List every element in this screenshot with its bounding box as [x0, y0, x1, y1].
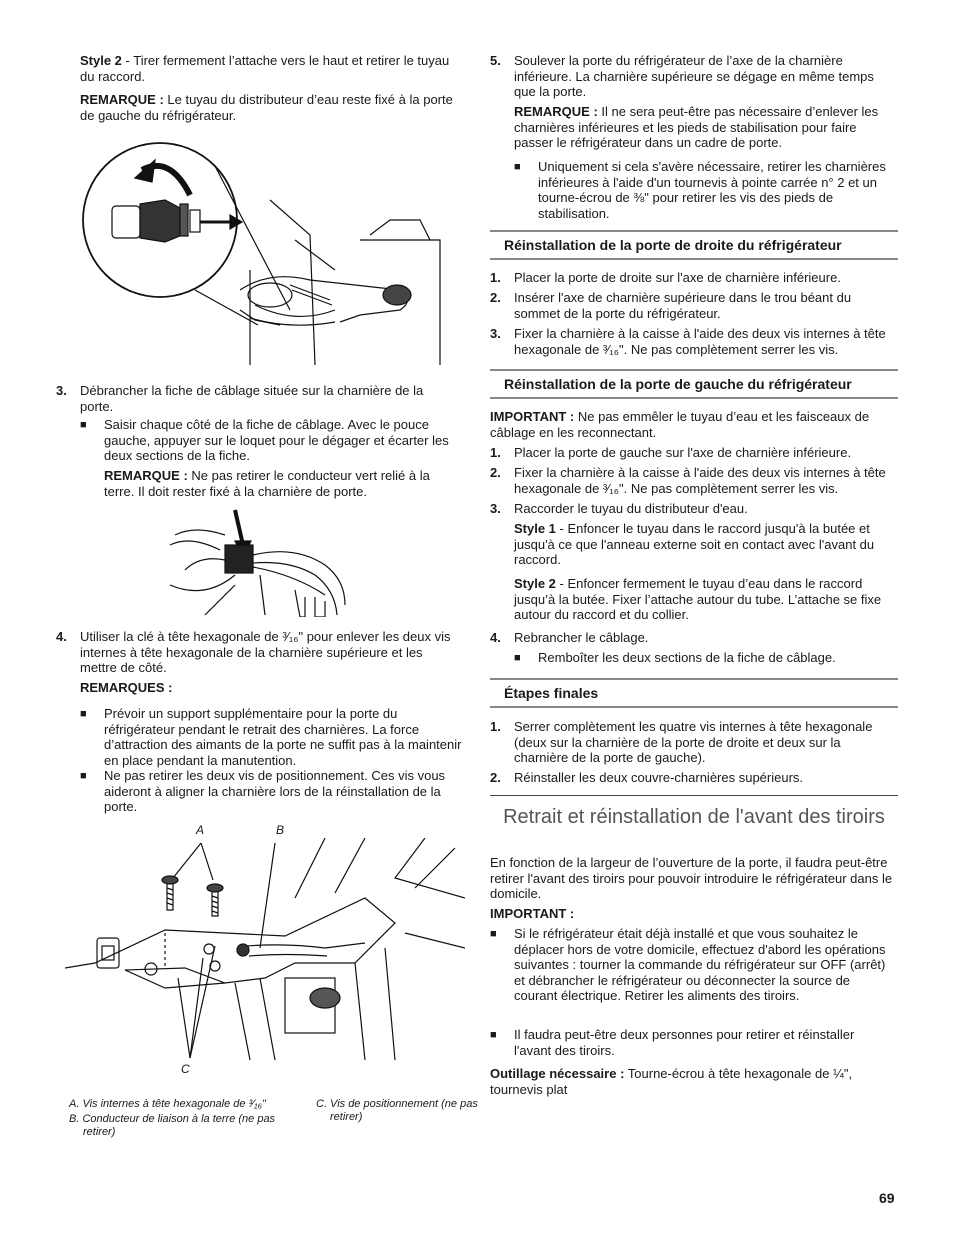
list-item: Placer la porte de gauche sur l'axe de charnière inférieure. — [514, 445, 852, 460]
figure-label-a: A — [196, 823, 205, 837]
important-label: IMPORTANT : — [490, 906, 575, 921]
list-item: Placer la porte de droite sur l'axe de charnière inférieure. — [514, 270, 841, 285]
figure-label-b: B — [276, 823, 285, 837]
intro-paragraph: En fonction de la largeur de l’ouverture de la porte, il faudra peut-être retirer l'avant des tiroirs pour pouvoir introduire le réfrigérateur dans le domicile. — [490, 855, 893, 901]
list-item: Réinstaller les deux couvre-charnières supérieurs. — [514, 770, 804, 785]
bullet-icon: ■ — [80, 770, 87, 782]
style2-right-paragraph: Style 2 - Enfoncer fermement le tuyau d’eau dans le raccord jusqu’à la butée. Fixer l’attache autour du tube. L’attache se fixe autour du raccord et du collier. — [514, 576, 882, 622]
step-3-bullet: Saisir chaque côté de la fiche de câblage. Avec le pouce gauche, appuyer sur le loquet pour le dégager et écarter les deux sections de la fiche. — [104, 417, 449, 463]
list-item: Fixer la charnière à la caisse à l'aide des deux vis internes à tête hexagonale de ³⁄₁₆". Ne pas complètement serrer les vis. — [514, 326, 886, 357]
note-paragraph: REMARQUE : Le tuyau du distributeur d’eau reste fixé à la porte de gauche du réfrigérateur. — [80, 92, 453, 123]
figure-label-c: C — [181, 1062, 190, 1076]
step-4-number: 4. — [56, 629, 67, 644]
step-5-note: REMARQUE : Il ne sera peut-être pas nécessaire d’enlever les charnières inférieures et les pieds de stabilisation pour faire passer le réfrigérateur dans un cadre de porte. — [514, 104, 879, 150]
figure-hinge-screws — [65, 838, 465, 1060]
list-item: Raccorder le tuyau du distributeur d'eau. — [514, 501, 748, 516]
section-title-final-steps: Étapes finales — [490, 678, 898, 708]
step-3-text: Débrancher la fiche de câblage située sur la charnière de la porte. — [80, 383, 424, 414]
step-4-right-bullet: Remboîter les deux sections de la fiche de câblage. — [538, 650, 836, 665]
step-4-right-text: Rebrancher le câblage. — [514, 630, 649, 645]
bullet-icon: ■ — [514, 161, 521, 173]
list-item: Insérer l'axe de charnière supérieure dans le trou béant du sommet de la porte du réfrigérateur. — [514, 290, 852, 321]
step-3-note: REMARQUE : Ne pas retirer le conducteur vert relié à la terre. Il doit rester fixé à la charnière de porte. — [104, 468, 430, 499]
step-5-number: 5. — [490, 53, 501, 68]
important-bullet-1: Si le réfrigérateur était déjà installé et que vous souhaitez le déplacer hors de votre domicile, effectuez d'abord les opérations suivantes : tourner la commande du réfrigérateur sur OFF (arrêt) et débrancher le réfrigérateur ou déconnecter la source de courant électrique. Retirer les aliments des tiroirs. — [514, 926, 886, 1003]
style1-paragraph: Style 1 - Enfoncer le tuyau dans le raccord jusqu'à la butée et jusqu'à ce que l'anneau externe soit en contact avec l'avant du raccord. — [514, 521, 875, 567]
bullet-icon: ■ — [80, 708, 87, 720]
remarque-bullet-1: Prévoir un support supplémentaire pour la porte du réfrigérateur pendant le retrait des charnières. La force d’attraction des aimants de la porte ne suffit pas à la maintenir en place pendant la manutention. — [104, 706, 462, 768]
remarque-bullet-2: Ne pas retirer les deux vis de positionnement. Ces vis vous aideront à aligner la charnière lors de la réinstallation de la porte. — [104, 768, 446, 814]
figure-wiring-plug — [165, 505, 360, 617]
section-title-left-door: Réinstallation de la porte de gauche du réfrigérateur — [490, 369, 898, 399]
bullet-icon: ■ — [514, 652, 521, 664]
caption-a: A. Vis internes à tête hexagonale de ³⁄₁₆" — [69, 1098, 266, 1110]
bullet-icon: ■ — [80, 419, 87, 431]
list-item: Serrer complètement les quatre vis internes à tête hexagonale (deux sur la charnière de la porte de droite et deux sur la charnière de la porte de gauche). — [514, 719, 873, 765]
section-title-right-door: Réinstallation de la porte de droite du réfrigérateur — [490, 230, 898, 260]
tools-paragraph: Outillage nécessaire : Tourne-écrou à tête hexagonale de ¼", tournevis plat — [490, 1066, 853, 1097]
main-heading: Retrait et réinstallation de l'avant des tiroirs — [490, 795, 898, 856]
bullet-icon: ■ — [490, 1029, 497, 1041]
style2-paragraph: Style 2 - Tirer fermement l’attache vers le haut et retirer le tuyau du raccord. — [80, 53, 450, 84]
figure-hose-disconnect — [80, 140, 450, 365]
caption-b: B. Conducteur de liaison à la terre (ne pas retirer) — [69, 1113, 276, 1138]
important-bullet-2: Il faudra peut-être deux personnes pour retirer et réinstaller l'avant des tiroirs. — [514, 1027, 855, 1058]
important-note: IMPORTANT : Ne pas emmêler le tuyau d’eau et les faisceaux de câblage en les reconnectant. — [490, 409, 870, 440]
step-5-text: Soulever la porte du réfrigérateur de l’axe de la charnière inférieure. La charnière supérieure se dégage en même temps que la porte. — [514, 53, 874, 99]
step-3-number: 3. — [56, 383, 67, 398]
step-5-bullet: Uniquement si cela s'avère nécessaire, retirer les charnières inférieures à l'aide d'un tournevis à pointe carrée n° 2 et un tourne-écrou de ⅜" pour retirer les vis des pieds de stabilisation. — [538, 159, 886, 221]
list-item: Fixer la charnière à la caisse à l'aide des deux vis internes à tête hexagonale de ³⁄₁₆". Ne pas complètement serrer les vis. — [514, 465, 886, 496]
page-number: 69 — [879, 1190, 895, 1206]
step-4-text: Utiliser la clé à tête hexagonale de ³⁄₁₆" pour enlever les deux vis internes à tête hexagonale de la charnière supérieure et les mettre de côté. — [80, 629, 451, 675]
caption-c: C. Vis de positionnement (ne pas retirer) — [316, 1098, 478, 1123]
step-4-right-number: 4. — [490, 630, 501, 645]
remarques-label: REMARQUES : — [80, 680, 173, 695]
bullet-icon: ■ — [490, 928, 497, 940]
